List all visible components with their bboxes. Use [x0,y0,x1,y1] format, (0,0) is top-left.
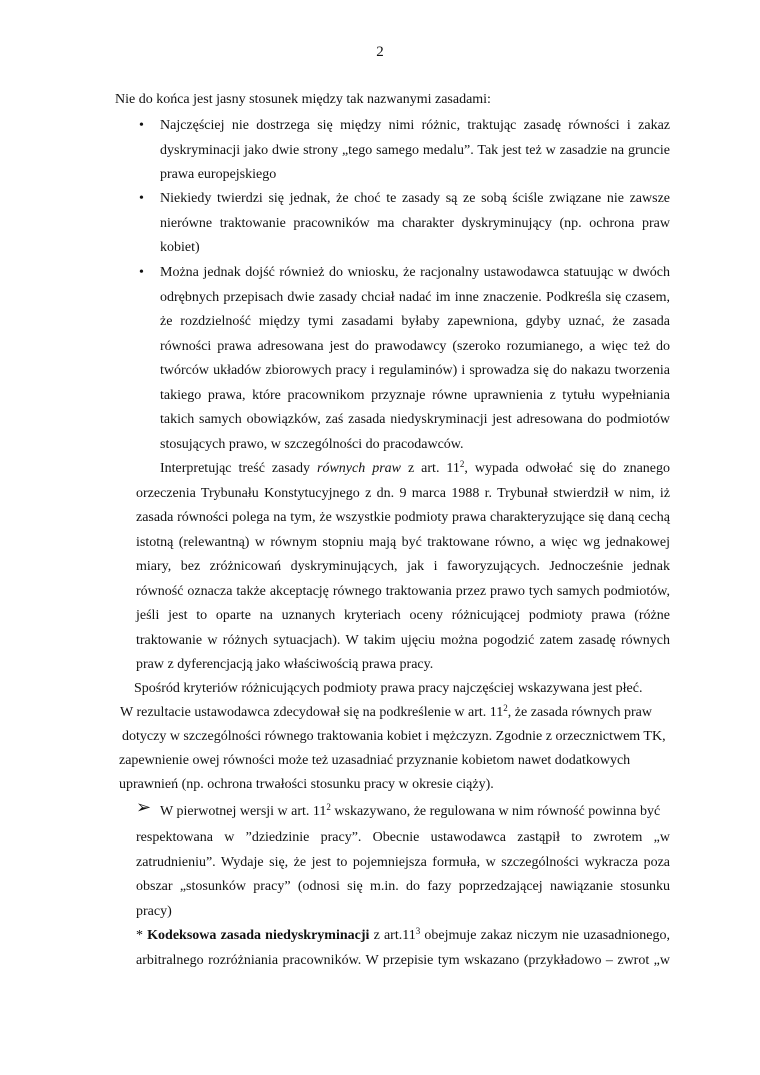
legislator-line-4: uprawnień (np. ochrona trwałości stosunku pracy w okresie ciąży). [119,777,494,792]
bullet-icon: • [139,265,144,280]
interpretation-line-8: traktowanie w różnych sytuacjach). W takim ujęciu można pogodzić zatem zasadę równych [136,633,670,648]
interpretation-line-5: miary, bez zróżnicowań dyskryminujących, jak i faworyzujących. Jednocześnie jednak [136,559,670,574]
legislator-line-2: dotyczy w szczególności równego traktowania kobiet i mężczyzn. Zgodnie z orzecznictwem TK, [122,729,666,744]
bullet-3-line-2: odrębnych przepisach dwie zasady chciał nadać im inne znaczenie. Podkreśla się czasem, [160,290,670,305]
bullet-3-line-5: twórców układów zbiorowych pracy i regulaminów) i sprowadza się do nakazu tworzenia [160,363,670,378]
bullet-2-line-2: nierówne traktowanie pracowników ma charakter dyskryminujący (np. ochrona praw [160,216,670,231]
original-version-line-1: W pierwotnej wersji w art. $11^2$ wskazywano, że regulowana w nim równość powinna być [160,802,661,819]
bullet-1-line-2: dyskryminacji jako dwie strony „tego samego medalu”. Tak jest też w zasadzie na gruncie [160,143,670,158]
bullet-3-line-1: Można jednak dojść również do wniosku, że racjonalny ustawodawca statuując w dwóch [160,265,670,280]
original-version-line-3: zatrudnieniu”. Wydaje się, że jest to pojemniejsza formuła, w szczególności wykracza poza [136,855,670,870]
bullet-2-line-3: kobiet) [160,240,200,255]
interpretation-line-2: orzeczenia Trybunału Konstytucyjnego z dn. 9 marca 1988 r. Trybunał stwierdził w nim, iż [136,486,670,501]
code-principle-line-2: arbitralnego rozróżniania pracowników. W przepisie tym wskazano (przykładowo – zwrot „w [136,953,670,968]
page-number: 2 [376,44,384,60]
interpretation-line-1: Interpretując treść zasady równych praw z art. $11^2$, wypada odwołać się do znanego [160,459,671,476]
bullet-1-line-1: Najczęściej nie dostrzega się między nimi różnic, traktując zasadę równości i zakaz [160,118,670,133]
bullet-icon: • [139,118,144,133]
original-version-line-5: pracy) [136,904,172,919]
interpretation-line-4: istotną (relewantną) w równym stopniu mają być traktowane równo, a więc wg jednakowej [136,535,670,550]
legislator-line-3: zapewnienie owej równości może też uzasadniać przyznanie kobietom nawet dodatkowych [119,753,631,768]
arrow-bullet-icon: ➢ [136,797,152,818]
bullet-3-line-3: że rozdzielność między tymi zasadami byłaby zapewniona, gdyby uznać, że zasada [160,314,670,329]
interpretation-line-7: jeśli jest to oparte na uznanych kryteriach oceny różnicującej podmioty prawa (różne [136,608,670,623]
bullet-2-line-1: Niekiedy twierdzi się jednak, że choć te zasady są ze sobą ściśle związane nie zawsze [160,191,670,206]
code-principle-line-1: * Kodeksowa zasada niedyskryminacji z $art.11^3$ obejmuje zakaz niczym nie uzasadnionego, [136,926,670,943]
bullet-3-line-7: takich samych obowiązków, zaś zasada niedyskryminacji jest adresowana do podmiotów [160,412,670,427]
interpretation-line-9: praw z dyferencjacją jako właściwością prawa pracy. [136,657,434,672]
intro-line: Nie do końca jest jasny stosunek między tak nazwanymi zasadami: [115,92,491,107]
criteria-line: Spośród kryteriów różnicujących podmioty prawa pracy najczęściej wskazywana jest płeć. [134,681,643,696]
bullet-icon: • [139,191,144,206]
legislator-line-1: W rezultacie ustawodawca zdecydował się na podkreślenie w art. $11^2$, że zasada równych praw [120,703,653,720]
original-version-line-4: obszar „stosunków pracy” (odnosi się m.in. do fazy poprzedzającej nawiązanie stosunku [136,879,670,894]
bullet-3-line-4: równości prawa adresowana jest do prawodawcy (szeroko rozumianego, a więc też do [160,339,670,354]
bullet-1-line-3: prawa europejskiego [160,167,277,182]
interpretation-line-3: zasada równości polega na tym, że wszystkie podmioty prawa charakteryzujące się daną cechą [136,510,670,525]
interpretation-line-6: równość oznacza także akceptację równego traktowania przez prawo tych samych podmiotów, [136,584,670,599]
bullet-3-line-8: stosujących prawo, w szczególności do pracodawców. [160,437,464,452]
original-version-line-2: respektowana w ”dziedzinie pracy”. Obecnie ustawodawca zastąpił to zwrotem „w [136,830,670,845]
bullet-3-line-6: takiego prawa, które pracownikom przyznaje równe uprawnienia z tytułu wypełniania [160,388,670,403]
